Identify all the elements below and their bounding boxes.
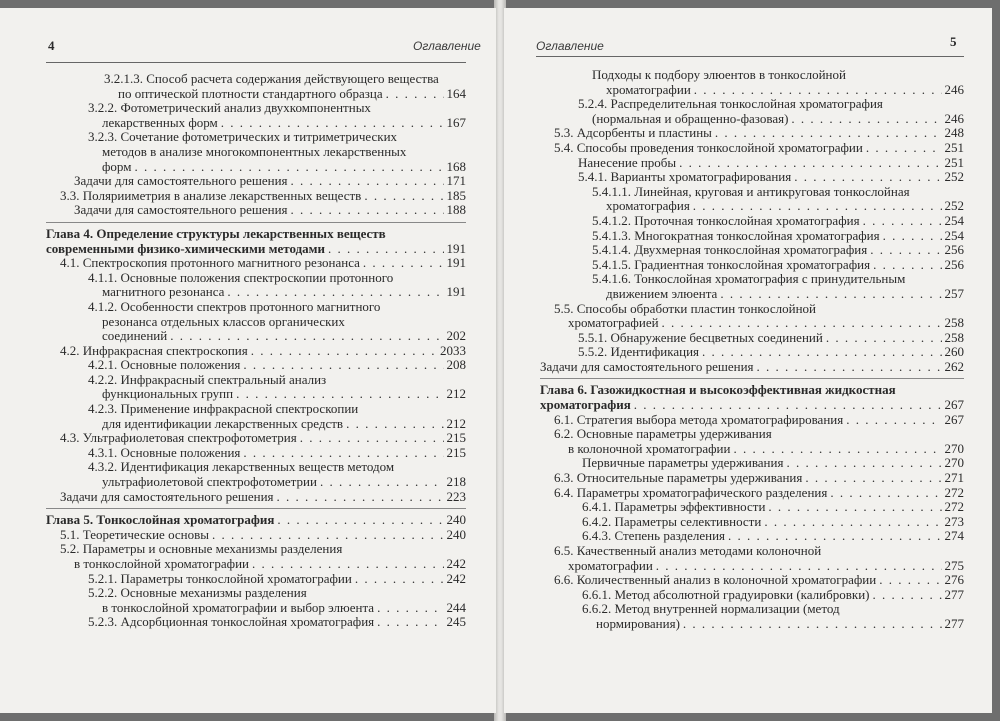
chapter-divider	[46, 508, 466, 509]
toc-entry[interactable]: 3.2.2. Фотометрический анализ двухкомпонентных лекарственных форм . . . 167	[46, 101, 466, 130]
page-ref: 251	[944, 139, 964, 155]
toc-entry[interactable]: 6.1. Стратегия выбора метода хроматографирования . . . 267	[540, 413, 964, 428]
page-ref: 215	[446, 444, 466, 460]
toc-list	[46, 72, 466, 630]
page-ref: 212	[446, 386, 466, 402]
page-ref: 240	[446, 512, 466, 528]
toc-entry[interactable]: 6.4.3. Степень разделения . . . 274	[540, 529, 964, 544]
page-ref: 208	[446, 357, 466, 373]
toc-entry[interactable]: 3.2.3. Сочетание фотометрических и титриметрических методов в анализе многокомпонентных лекарственных форм . . . 168	[46, 130, 466, 174]
toc-entry[interactable]: Первичные параметры удерживания . . . 270	[540, 456, 964, 471]
page-ref: 267	[944, 397, 964, 413]
toc-entry[interactable]: Задачи для самостоятельного решения . . . 223	[46, 490, 466, 505]
toc-entry[interactable]: 4.2.2. Инфракрасный спектральный анализ функциональных групп . . . 212	[46, 373, 466, 402]
page-ref: 242	[446, 556, 466, 571]
page-ref: 191	[446, 255, 466, 271]
page-ref: 277	[944, 586, 964, 602]
toc-entry[interactable]: Подходы к подбору элюентов в тонкослойной хроматографии . . . 246	[540, 68, 964, 97]
toc-list	[540, 68, 964, 632]
page-ref: 276	[944, 572, 964, 588]
page-ref: 248	[944, 125, 964, 141]
page-ref: 260	[944, 344, 964, 360]
page-ref: 270	[944, 455, 964, 471]
page-ref: 262	[944, 358, 964, 374]
page-ref: 212	[446, 415, 466, 431]
page-ref: 2033	[440, 342, 466, 358]
page-ref: 188	[446, 202, 466, 218]
toc-entry[interactable]: 6.4. Параметры хроматографического разделения . . . 272	[540, 486, 964, 501]
page-ref: 240	[446, 526, 466, 542]
page-ref: 218	[446, 474, 466, 490]
page-ref: 202	[446, 328, 466, 344]
header-rule	[536, 56, 964, 57]
page-ref: 258	[944, 329, 964, 345]
toc-entry[interactable]: 5.4.1.1. Линейная, круговая и антикруговая тонкослойная хроматография . . . 252	[540, 185, 964, 214]
toc-entry[interactable]: 4.3.2. Идентификация лекарственных веществ методом ультрафиолетовой спектрофотометрии . . . 218	[46, 460, 466, 489]
page-ref: 246	[944, 81, 964, 97]
page-ref: 191	[446, 240, 466, 256]
toc-entry[interactable]: 4.2.1. Основные положения . . . 208	[46, 358, 466, 373]
toc-entry[interactable]: 5.4.1.5. Градиентная тонкослойная хроматография . . . 256	[540, 258, 964, 273]
toc-entry[interactable]: 4.3. Ультрафиолетовая спектрофотометрия . . . 215	[46, 431, 466, 446]
running-head: Оглавление	[536, 39, 604, 53]
toc-entry[interactable]: 5.5.1. Обнаружение бесцветных соединений . . . 258	[540, 331, 964, 346]
toc-entry[interactable]: 4.2. Инфракрасная спектроскопия . . . 2033	[46, 344, 466, 359]
page-ref: 244	[446, 599, 466, 615]
toc-entry[interactable]: 4.3.1. Основные положения . . . 215	[46, 446, 466, 461]
toc-entry[interactable]: 3.3. Полярииметрия в анализе лекарственных веществ . . . 185	[46, 189, 466, 204]
toc-entry[interactable]: 4.1. Спектроскопия протонного магнитного резонанса . . . 191	[46, 256, 466, 271]
page-number: 5	[950, 34, 957, 49]
page-ref: 267	[944, 411, 964, 427]
page-ref: 272	[944, 499, 964, 515]
page-ref: 167	[446, 114, 466, 130]
page-ref: 164	[446, 85, 466, 101]
page-ref: 185	[446, 187, 466, 203]
page-ref: 254	[944, 227, 964, 243]
page-ref: 242	[446, 570, 466, 586]
toc-entry[interactable]: 6.5. Качественный анализ методами колоночной хроматографии . . . 275	[540, 544, 964, 573]
toc-entry[interactable]: 6.4.2. Параметры селективности . . . 273	[540, 515, 964, 530]
toc-entry[interactable]: 6.3. Относительные параметры удерживания . . . 271	[540, 471, 964, 486]
page-ref: 245	[446, 614, 466, 630]
toc-chapter-entry[interactable]: Глава 4. Определение структуры лекарственных веществ современными физико-химическими методами . . . 191	[46, 227, 466, 256]
toc-entry[interactable]: 5.5.2. Идентификация . . . 260	[540, 345, 964, 360]
toc-entry[interactable]: 5.4.1.4. Двухмерная тонкослойная хроматография . . . 256	[540, 243, 964, 258]
page-ref: 275	[944, 557, 964, 573]
toc-entry[interactable]: Задачи для самостоятельного решения . . . 188	[46, 203, 466, 218]
page-ref: 223	[446, 488, 466, 504]
page-ref: 258	[944, 315, 964, 331]
chapter-divider	[46, 222, 466, 223]
toc-chapter-entry[interactable]: Глава 6. Газожидкостная и высокоэффективная жидкостная хроматография . . . 267	[540, 383, 964, 412]
toc-entry[interactable]: 4.1.1. Основные положения спектроскопии протонного магнитного резонанса . . . 191	[46, 271, 466, 300]
toc-entry[interactable]: 5.2. Параметры и основные механизмы разделения в тонкослойной хроматографии . . . 242	[46, 542, 466, 571]
right-page	[504, 8, 992, 713]
running-head: Оглавление	[413, 39, 481, 53]
left-page	[0, 8, 496, 713]
page-ref: 191	[446, 284, 466, 300]
page-ref: 271	[944, 470, 964, 486]
toc-entry[interactable]: 5.4.1. Варианты хроматографирования . . . 252	[540, 170, 964, 185]
page-ref: 168	[446, 158, 466, 174]
page-ref: 254	[944, 212, 964, 228]
toc-entry[interactable]: Нанесение пробы . . . 251	[540, 156, 964, 171]
chapter-divider	[540, 378, 964, 379]
page-ref: 171	[446, 173, 466, 189]
toc-entry[interactable]: 5.4.1.6. Тонкослойная хроматография с принудительным движением элюента . . . 257	[540, 272, 964, 301]
toc-entry[interactable]: 5.2.3. Адсорбционная тонкослойная хроматография . . . 245	[46, 615, 466, 630]
toc-entry[interactable]: 5.2.4. Распределительная тонкослойная хроматография (нормальная и обращенно-фазовая) . . . 246	[540, 97, 964, 126]
toc-entry[interactable]: 5.1. Теоретические основы . . . 240	[46, 528, 466, 543]
toc-entry[interactable]: Задачи для самостоятельного решения . . . 171	[46, 174, 466, 189]
toc-entry[interactable]: 5.3. Адсорбенты и пластины . . . 248	[540, 126, 964, 141]
toc-entry[interactable]: 5.4.1.3. Многократная тонкослойная хроматография . . . 254	[540, 229, 964, 244]
page-ref: 251	[944, 154, 964, 170]
toc-entry[interactable]: 5.4. Способы проведения тонкослойной хроматографии . . . 251	[540, 141, 964, 156]
page-ref: 274	[944, 528, 964, 544]
page-ref: 215	[446, 430, 466, 446]
toc-entry[interactable]: 4.1.2. Особенности спектров протонного магнитного резонанса отдельных классов органических соединений . . . 202	[46, 300, 466, 344]
page-ref: 252	[944, 198, 964, 214]
page-ref: 270	[944, 440, 964, 456]
toc-entry[interactable]: 5.4.1.2. Проточная тонкослойная хроматография . . . 254	[540, 214, 964, 229]
toc-entry[interactable]: 6.6. Количественный анализ в колоночной хроматографии . . . 276	[540, 573, 964, 588]
page-ref: 256	[944, 242, 964, 258]
toc-entry[interactable]: 5.2.1. Параметры тонкослойной хроматографии . . . 242	[46, 572, 466, 587]
page-ref: 277	[944, 615, 964, 631]
toc-entry[interactable]: 6.4.1. Параметры эффективности . . . 272	[540, 500, 964, 515]
toc-entry[interactable]: 5.5. Способы обработки пластин тонкослойной хроматографией . . . 258	[540, 302, 964, 331]
toc-entry[interactable]: 5.2.2. Основные механизмы разделения в тонкослойной хроматографии и выбор элюента . . . 244	[46, 586, 466, 615]
toc-entry[interactable]: 6.2. Основные параметры удерживания в колоночной хроматографии . . . 270	[540, 427, 964, 456]
page-ref: 272	[944, 484, 964, 500]
toc-entry[interactable]: 4.2.3. Применение инфракрасной спектроскопии для идентификации лекарственных средств . . . 212	[46, 402, 466, 431]
toc-entry[interactable]: 6.6.2. Метод внутренней нормализации (метод нормирования) . . . 277	[540, 602, 964, 631]
page-ref: 256	[944, 256, 964, 272]
toc-entry[interactable]: 3.2.1.3. Способ расчета содержания действующего вещества по оптической плотности стандартного образца . . . 164	[46, 72, 466, 101]
toc-entry[interactable]: 6.6.1. Метод абсолютной градуировки (калибровки) . . . 277	[540, 588, 964, 603]
page-ref: 273	[944, 513, 964, 529]
header-rule	[46, 62, 466, 63]
page-ref: 252	[944, 169, 964, 185]
page-number: 4	[48, 38, 55, 53]
page-ref: 246	[944, 110, 964, 126]
toc-chapter-entry[interactable]: Глава 5. Тонкослойная хроматография . . . 240	[46, 513, 466, 528]
page-ref: 257	[944, 285, 964, 301]
toc-entry[interactable]: Задачи для самостоятельного решения . . . 262	[540, 360, 964, 375]
